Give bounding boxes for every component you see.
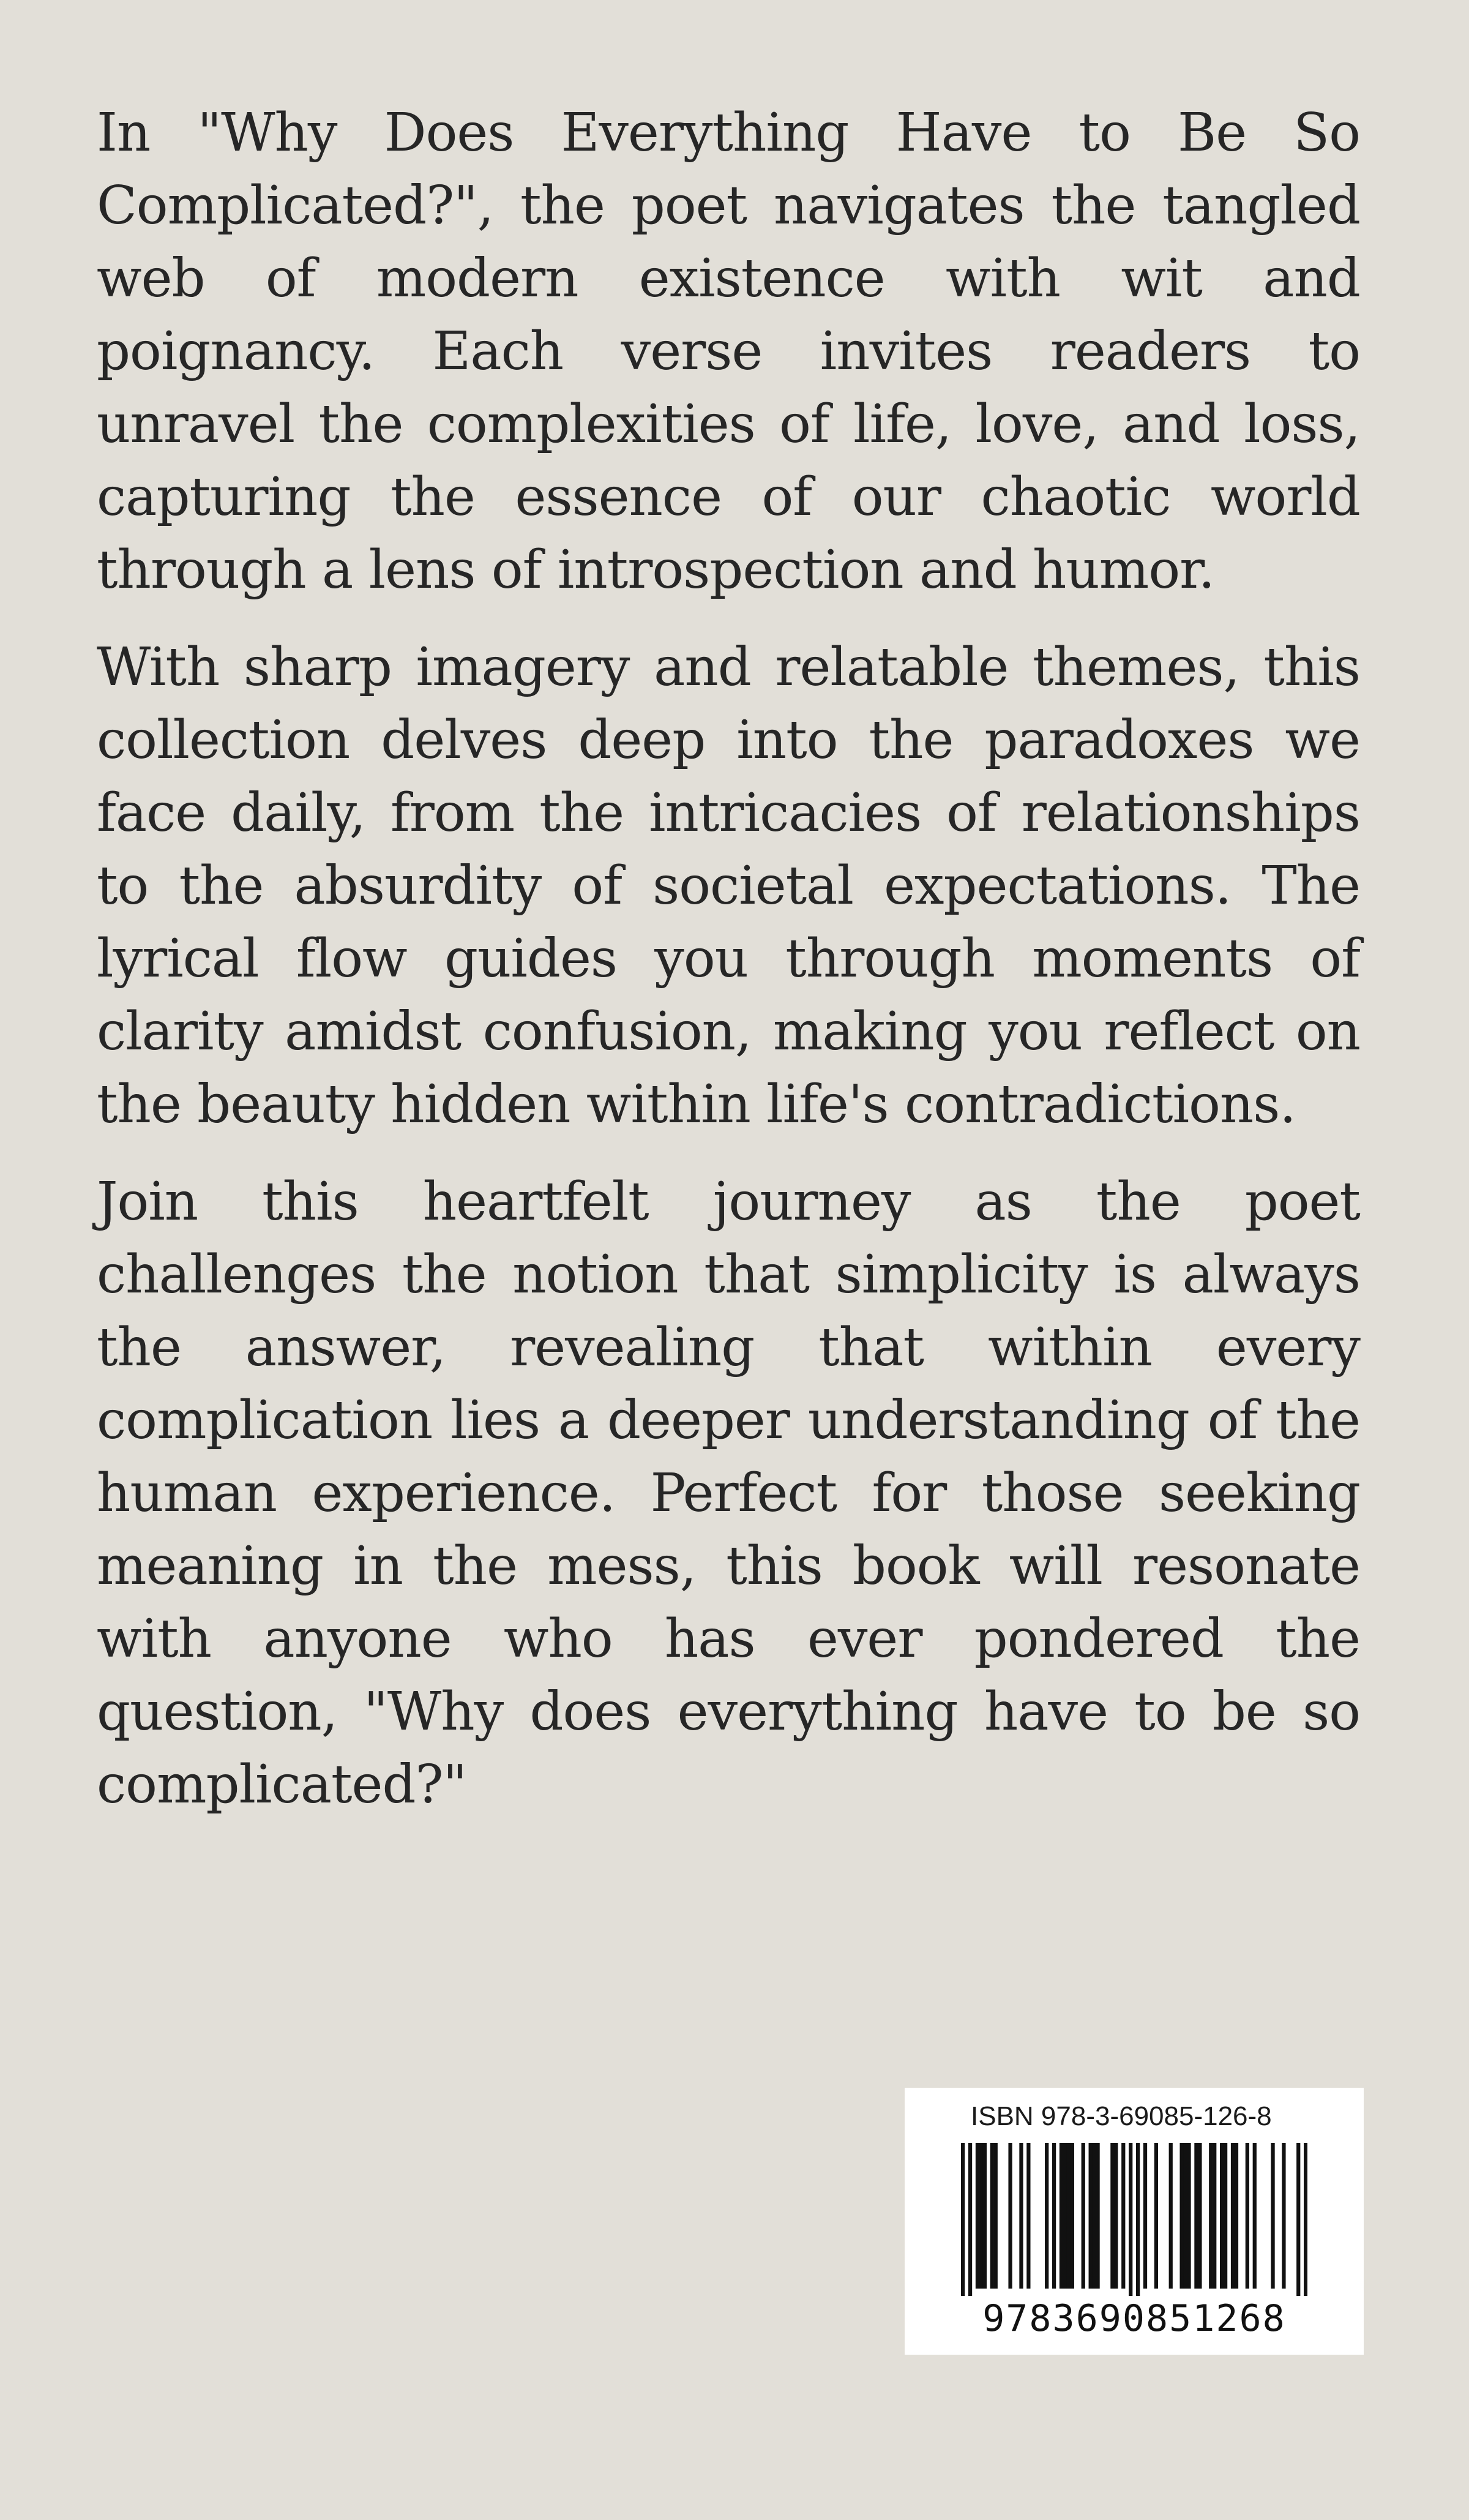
barcode-bar: [1296, 2143, 1300, 2296]
barcode-bar: [961, 2143, 965, 2296]
barcode-bar: [1304, 2143, 1307, 2296]
barcode-bar: [1179, 2143, 1183, 2289]
barcode-bar: [1092, 2143, 1096, 2289]
barcode-bar: [1187, 2143, 1191, 2289]
barcode-bar: [1082, 2143, 1085, 2289]
barcode-bar: [1213, 2143, 1216, 2289]
barcode-bar: [1194, 2143, 1198, 2289]
barcode-bar: [1071, 2143, 1074, 2289]
barcode-bar: [976, 2143, 979, 2289]
barcode-bar: [1052, 2143, 1056, 2289]
isbn-label: ISBN 978-3-69085-126-8: [971, 2101, 1272, 2131]
barcode-bar: [1129, 2143, 1132, 2296]
blurb-paragraph-1: In "Why Does Everything Have to Be So Complicated?", the poet navigates the tangled web of modern existence with wit and poignancy. Each verse invites readers to unravel the complexities of life, love, and loss, capturing the essence of our chaotic world through a lens of introspection and humor.: [97, 102, 1360, 601]
barcode-bar: [1019, 2143, 1023, 2289]
barcode-bar: [1136, 2143, 1140, 2296]
barcode-bar: [1220, 2143, 1224, 2289]
barcode-bar: [1110, 2143, 1114, 2289]
barcode-bar: [1045, 2143, 1048, 2289]
barcode-bar: [1063, 2143, 1067, 2289]
barcode-bar: [1154, 2143, 1158, 2289]
barcode-bar: [1183, 2143, 1187, 2289]
barcode-bar: [1089, 2143, 1093, 2289]
barcode-bar: [990, 2143, 994, 2289]
barcode-bar: [1026, 2143, 1030, 2289]
barcode-bar: [1008, 2143, 1012, 2289]
barcode-bar: [1231, 2143, 1235, 2289]
blurb-text: [97, 97, 1360, 1846]
isbn-digits: 9783690851268: [982, 2297, 1286, 2340]
barcode-bar: [968, 2143, 972, 2296]
barcode-bar: [1209, 2143, 1213, 2289]
barcode-bar: [1096, 2143, 1099, 2289]
barcode-bar: [1060, 2143, 1063, 2289]
barcode-bar: [1067, 2143, 1071, 2289]
blurb-paragraph-2: With sharp imagery and relatable themes, this collection delves deep into the paradoxes we face daily, from the intricacies of relationships to the absurdity of societal expectations. The lyrical flow guides you through moments of clarity amidst confusion, making you reflect on the beauty hidden within life's contradictions.: [97, 637, 1360, 1135]
barcode-bar: [1282, 2143, 1285, 2289]
barcode-bar: [983, 2143, 987, 2289]
barcode-bar: [1169, 2143, 1173, 2289]
barcode-bar: [1246, 2143, 1249, 2289]
barcode-bar: [1253, 2143, 1257, 2289]
barcode-bar: [1235, 2143, 1238, 2289]
barcode-bar: [979, 2143, 983, 2289]
barcode-bar: [1224, 2143, 1227, 2289]
barcode-bar: [1271, 2143, 1274, 2289]
barcode-bar: [1114, 2143, 1118, 2289]
barcode-bar: [1198, 2143, 1202, 2289]
barcode-icon: [961, 2143, 1307, 2296]
isbn-barcode-box: [905, 2088, 1364, 2355]
blurb-paragraph-3: Join this heartfelt journey as the poet challenges the notion that simplicity is always the answer, revealing that within every complication lies a deeper understanding of the human experience. Perfect for those seeking meaning in the mess, this book will resonate with anyone who has ever pondered the question, "Why does everything have to be so complicated?": [97, 1171, 1360, 1815]
barcode-bar: [1143, 2143, 1147, 2289]
barcode-bar: [994, 2143, 998, 2289]
barcode-bar: [1121, 2143, 1125, 2289]
